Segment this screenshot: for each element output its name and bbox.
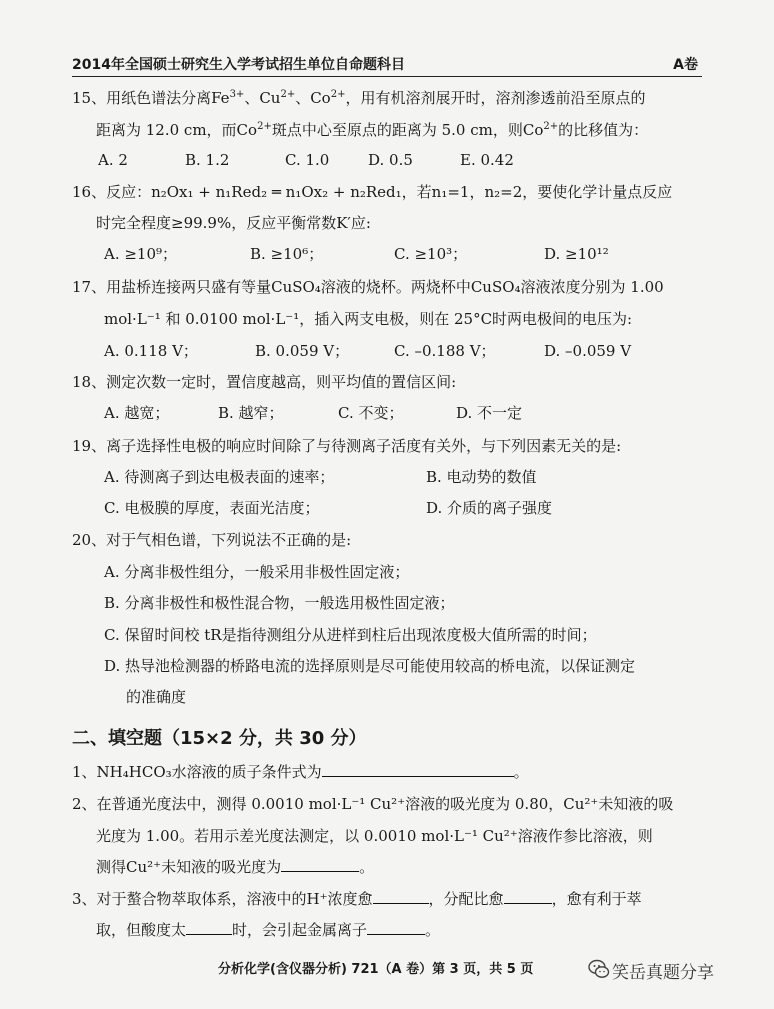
q18-option-c: C. 不变； [338,404,404,422]
q16-option-d: D. ≥10¹² [544,245,609,263]
q15-text: 15、用纸色谱法分离Fe [72,89,230,107]
q17-line2: mol·L⁻¹ 和 0.0100 mol·L⁻¹，插入两支电极，则在 25°C时两电极间的电压为: [104,310,633,328]
q17-option-b: B. 0.059 V； [255,342,350,360]
q17-option-c: C. –0.188 V； [394,342,496,360]
q19-option-a: A. 待测离子到达电极表面的速率； [104,468,335,486]
q16-line2: 时完全程度≥99.9%，反应平衡常数K′应: [96,214,371,232]
q16-line1: 16、反应：n₂Ox₁ + n₁Red₂ ═ n₁Ox₂ + n₂Red₁，若n₁=1，n₂=2，要使化学计量点反应 [72,183,673,201]
q15-text: 的比移值为： [558,121,649,139]
q20-option-d: D. 热导池检测器的桥路电流的选择原则是尽可能使用较高的桥电流，以保证测定 [104,657,636,675]
q19-option-d: D. 介质的离子强度 [426,499,553,517]
answer-blank[interactable] [367,920,425,935]
fill1-line [72,762,529,782]
fill3-line2 [96,920,440,940]
q16-option-c: C. ≥10³； [394,245,468,263]
fill1-text: 1、NH₄HCO₃水溶液的质子条件式为 [72,763,322,781]
q17-line1: 17、用盐桥连接两只盛有等量CuSO₄溶液的烧杯。两烧杯中CuSO₄溶液浓度分别为 1.00 [72,278,664,296]
q18-option-a: A. 越宽； [104,404,170,422]
charge-sup: 2+ [280,89,296,100]
answer-blank[interactable] [373,889,429,904]
q18-option-d: D. 不一定 [456,404,523,422]
q16-option-a: A. ≥10⁹； [104,245,178,263]
q15-option-c: C. 1.0 [285,151,330,169]
fill3-text: 3、对于螯合物萃取体系，溶液中的H⁺浓度愈 [72,890,373,908]
charge-sup: 2+ [330,89,346,100]
fill3-text: ，愈有利于萃 [551,890,642,908]
fill1-end: 。 [513,763,529,781]
q15-line1 [72,88,645,108]
header-title: 2014年全国硕士研究生入学考试招生单位自命题科目 [72,57,405,73]
q15-option-a: A. 2 [98,151,128,169]
q15-text: 、Cu [244,89,281,107]
q20-option-c: C. 保留时间校 tR是指待测组分从进样到柱后出现浓度极大值所需的时间； [104,626,597,644]
q20-option-d-cont: 的准确度 [126,688,187,706]
answer-blank[interactable] [281,857,359,872]
q15-line2 [96,120,648,140]
q20-line1: 20、对于气相色谱，下列说法不正确的是: [72,531,352,549]
q18-option-b: B. 越窄； [218,404,284,422]
q15-text: 斑点中心至原点的距离为 5.0 cm，则Co [271,121,544,139]
fill2-line3 [96,857,374,877]
q19-option-b: B. 电动势的数值 [426,468,537,486]
fill3-text: ，分配比愈 [428,890,504,908]
charge-sup: 3+ [229,89,245,100]
fill2-text: 测得Cu²⁺未知液的吸光度为 [96,858,282,876]
wechat-icon [588,958,610,980]
q15-option-b: B. 1.2 [185,151,230,169]
answer-blank[interactable] [504,889,552,904]
fill3-text: 时，会引起金属离子 [232,921,368,939]
q20-option-b: B. 分离非极性和极性混合物，一般选用极性固定液； [104,594,455,612]
fill3-end: 。 [425,921,441,939]
q19-option-c: C. 电极膜的厚度，表面光洁度； [104,499,320,517]
charge-sup: 2+ [257,121,272,132]
q15-option-e: E. 0.42 [460,151,514,169]
q17-option-a: A. 0.118 V； [104,342,198,360]
q20-option-a: A. 分离非极性组分，一般采用非极性固定液； [104,563,410,581]
q19-line1: 19、离子选择性电极的响应时间除了与待测离子活度有关外，与下列因素无关的是: [72,437,622,455]
q15-option-d: D. 0.5 [368,151,413,169]
page-footer: 分析化学(含仪器分析) 721（A 卷）第 3 页，共 5 页 [218,962,534,977]
fill3-text: 取，但酸度太 [96,921,187,939]
q18-line1: 18、测定次数一定时，置信度越高，则平均值的置信区间: [72,373,457,391]
q15-text: 、Co [295,89,331,107]
charge-sup: 2+ [543,121,559,132]
watermark-text: 笑岳真题分享 [612,963,714,983]
fill2-line1: 2、在普通光度法中，测得 0.0010 mol·L⁻¹ Cu²⁺溶液的吸光度为 0.80，Cu²⁺未知液的吸 [72,795,674,813]
q17-option-d: D. –0.059 V [544,342,632,360]
header-version: A卷 [673,57,698,73]
fill2-end: 。 [359,858,375,876]
q15-text: ，用有机溶剂展开时，溶剂渗透前沿至原点的 [345,89,646,107]
fill3-line1 [72,889,642,909]
answer-blank[interactable] [186,920,232,935]
fill2-line2: 光度为 1.00。若用示差光度法测定，以 0.0010 mol·L⁻¹ Cu²⁺溶液作参比溶液，则 [96,827,653,845]
page-header [72,50,702,77]
q16-option-b: B. ≥10⁶； [250,245,324,263]
answer-blank[interactable] [322,762,514,777]
section-title: 二、填空题（15×2 分，共 30 分） [72,728,367,749]
q15-text: 距离为 12.0 cm，而Co [96,121,258,139]
